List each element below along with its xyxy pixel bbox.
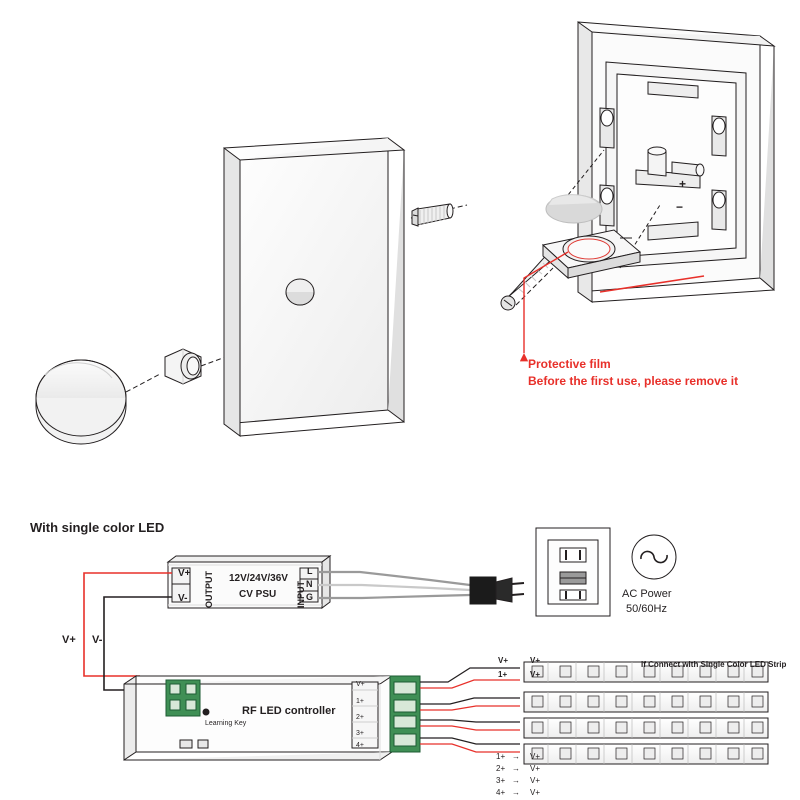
strip-pair-1plus-v: V+ xyxy=(530,670,541,679)
ctrl-out-label-3: 3+ xyxy=(356,730,364,737)
ac-plug xyxy=(470,577,524,604)
psu-vplus-label: V+ xyxy=(178,568,191,579)
strips-heading: If Connect with Single Color LED Strip xyxy=(641,660,787,669)
ctrl-out-label-1: 1+ xyxy=(356,698,364,705)
mapping-row-1-to: V+ xyxy=(530,764,541,773)
battery-plus-label: + xyxy=(679,177,687,191)
mapping-row-3-arrow: → xyxy=(512,788,520,797)
ctrl-out-label-0: V+ xyxy=(356,681,365,688)
ctrl-out-label-4: 4+ xyxy=(356,742,364,749)
ac-power-line1: AC Power xyxy=(622,588,672,600)
psu-g-label: G xyxy=(306,592,314,602)
psu-output-label: OUTPUT xyxy=(204,571,214,608)
protective-film-line2: Before the first use, please remove it xyxy=(528,374,739,388)
battery-minus-label: − xyxy=(676,200,684,214)
mapping-row-0-arrow: → xyxy=(512,752,520,761)
mapping-row-2-to: V+ xyxy=(530,776,541,785)
screw-upper xyxy=(411,204,467,226)
mapping-row-2-from: 3+ xyxy=(496,776,506,785)
ac-power-symbol xyxy=(632,535,676,579)
mapping-row-1-arrow: → xyxy=(512,764,520,773)
psu-n-label: N xyxy=(306,579,313,589)
wall-panel-faceplate xyxy=(224,138,404,436)
psu-l-label: L xyxy=(307,566,313,576)
wire-vplus-label: V+ xyxy=(62,634,76,646)
psu-model-label: 12V/24V/36V xyxy=(229,573,288,584)
strip-pair-1plus: 1+ xyxy=(498,670,508,679)
learning-key-label: Learning Key xyxy=(205,720,247,727)
strip-pair-vplus-a: V+ xyxy=(498,656,509,665)
strip-pair-vplus-b: V+ xyxy=(530,656,541,665)
mapping-row-3-to: V+ xyxy=(530,788,541,797)
mapping-row-3-from: 4+ xyxy=(496,788,506,797)
psu-type-label: CV PSU xyxy=(239,589,277,600)
ac-power-line2: 50/60Hz xyxy=(626,603,667,615)
controller-name-label: RF LED controller xyxy=(242,705,336,717)
mapping-row-0-to: V+ xyxy=(530,752,541,761)
mapping-row-2-arrow: → xyxy=(512,776,520,785)
rf-led-controller xyxy=(124,676,420,760)
protective-film-line1: Protective film xyxy=(528,357,611,371)
wall-socket xyxy=(536,528,610,616)
knob-cap xyxy=(36,360,126,444)
ctrl-out-label-2: 2+ xyxy=(356,714,364,721)
section-heading: With single color LED xyxy=(30,520,165,535)
psu-vminus-label: V- xyxy=(178,593,188,604)
mapping-row-1-from: 2+ xyxy=(496,764,506,773)
mapping-row-0-from: 1+ xyxy=(496,752,506,761)
psu-input-label: INPUT xyxy=(296,581,306,608)
wire-vminus-label: V- xyxy=(92,634,103,646)
